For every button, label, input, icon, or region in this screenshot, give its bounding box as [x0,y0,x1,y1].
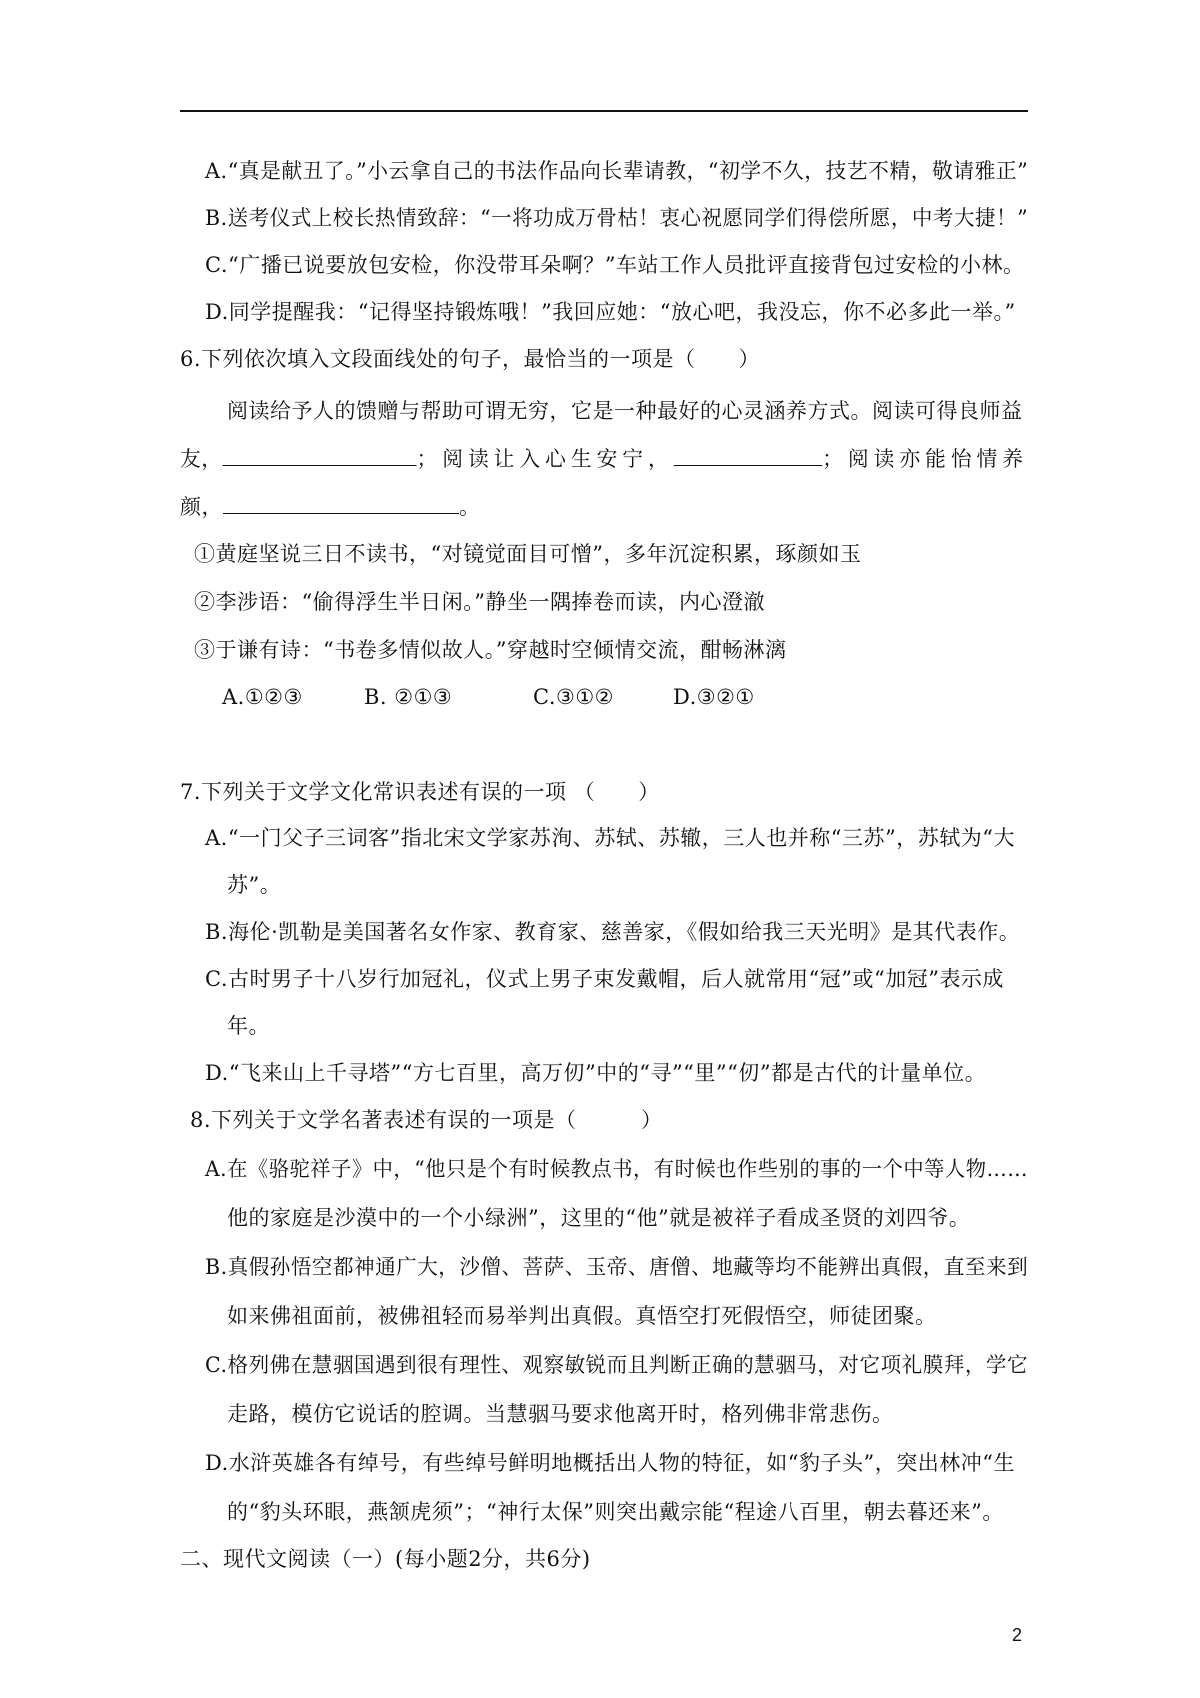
q6-passage-text-a: 友， [180,447,223,471]
q6-passage-text-c: ；阅读亦能怡情养 [822,447,1029,471]
q6-choice-a: A.①②③ [222,685,303,709]
q6-item-2: ②李涉语：“偷得浮生半日闲。”静坐一隅捧卷而读，内心澄澈 [194,590,765,614]
q7-option-a-line2: 苏”。 [227,873,282,897]
page-number: 2 [1012,1625,1023,1645]
q5-option-c: C.“广播已说要放包安检，你没带耳朵啊？”车站工作人员批评直接背包过安检的小林。 [205,253,1025,277]
q6-stem: 6.下列依次填入文段面线处的句子，最恰当的一项是（ ） [180,347,761,371]
q8-stem: 8.下列关于文学名著表述有误的一项是（ ） [190,1108,663,1132]
q8-option-c-line2: 走路，模仿它说话的腔调。当慧骃马要求他离开时，格列佛非常悲伤。 [227,1402,894,1426]
q6-passage-text-b: ；阅读让入心生安宁， [416,447,674,471]
q8-option-c-line1: C.格列佛在慧骃国遇到很有理性、观察敏锐而且判断正确的慧骃马，对它项礼膜拜，学它 [205,1353,1029,1377]
q6-passage-text-e: 。 [459,495,481,519]
q7-option-a-line1: A.“一门父子三词客”指北宋文学家苏洵、苏轼、苏辙，三人也并称“三苏”，苏轼为“大 [205,826,1016,850]
q7-option-c-line1: C.古时男子十八岁行加冠礼，仪式上男子束发戴帽，后人就常用“冠”或“加冠”表示成 [205,967,1004,991]
q8-option-a-line1: A.在《骆驼祥子》中，“他只是个有时候教点书，有时候也作些别的事的一个中等人物…… [205,1157,1029,1181]
q6-choice-c: C.③①② [533,685,614,709]
q7-stem: 7.下列关于文学文化常识表述有误的一项 （ ） [180,780,660,804]
q6-passage-line2 [180,443,1028,474]
q6-choice-b: B. ②①③ [364,685,453,709]
section-2-heading: 二、现代文阅读（一）(每小题2分，共6分) [180,1547,591,1571]
q6-item-3: ③于谦有诗：“书卷多情似故人。”穿越时空倾情交流，酣畅淋漓 [194,638,787,662]
q8-option-d-line1: D.水浒英雄各有绰号，有些绰号鲜明地概括出人物的特征，如“豹子头”，突出林冲“生 [205,1451,1015,1475]
q7-option-b: B.海伦·凯勒是美国著名女作家、教育家、慈善家，《假如给我三天光明》是其代表作。 [205,920,1021,944]
q6-passage-line1: 阅读给予人的馈赠与帮助可谓无穷，它是一种最好的心灵涵养方式。阅读可得良师益 [227,399,1023,423]
header-rule [180,110,1028,112]
q5-option-a: A.“真是献丑了。”小云拿自己的书法作品向长辈请教，“初学不久，技艺不精，敬请雅正” [205,159,1029,183]
q5-option-b: B.送考仪式上校长热情致辞：“一将功成万骨枯！衷心祝愿同学们得偿所愿，中考大捷！” [205,206,1029,230]
q7-option-d: D.“飞来山上千寻塔”“方七百里，高万仞”中的“寻”“里”“仞”都是古代的计量单位。 [205,1061,987,1085]
q5-option-d: D.同学提醒我：“记得坚持锻炼哦！”我回应她：“放心吧，我没忘，你不必多此一举。” [205,300,1016,324]
q8-option-b-line1: B.真假孙悟空都神通广大，沙僧、菩萨、玉帝、唐僧、地藏等均不能辨出真假，直至来到 [205,1255,1029,1279]
q6-item-1: ①黄庭坚说三日不读书，“对镜觉面目可憎”，多年沉淀积累，琢颜如玉 [194,542,862,566]
fill-blank-3[interactable] [223,491,459,514]
fill-blank-1[interactable] [223,443,417,466]
q8-option-a-line2: 他的家庭是沙漠中的一个小绿洲”，这里的“他”就是被祥子看成圣贤的刘四爷。 [227,1206,971,1230]
fill-blank-2[interactable] [674,443,822,466]
q6-passage-line3 [180,491,481,522]
q7-option-c-line2: 年。 [227,1014,270,1038]
q6-passage-text-d: 颜， [180,495,223,519]
q8-option-b-line2: 如来佛祖面前，被佛祖轻而易举判出真假。真悟空打死假悟空，师徒团聚。 [227,1304,937,1328]
q6-choice-d: D.③②① [673,685,755,709]
q8-option-d-line2: 的“豹头环眼，燕颔虎须”；“神行太保”则突出戴宗能“程途八百里，朝去暮还来”。 [227,1500,1004,1524]
